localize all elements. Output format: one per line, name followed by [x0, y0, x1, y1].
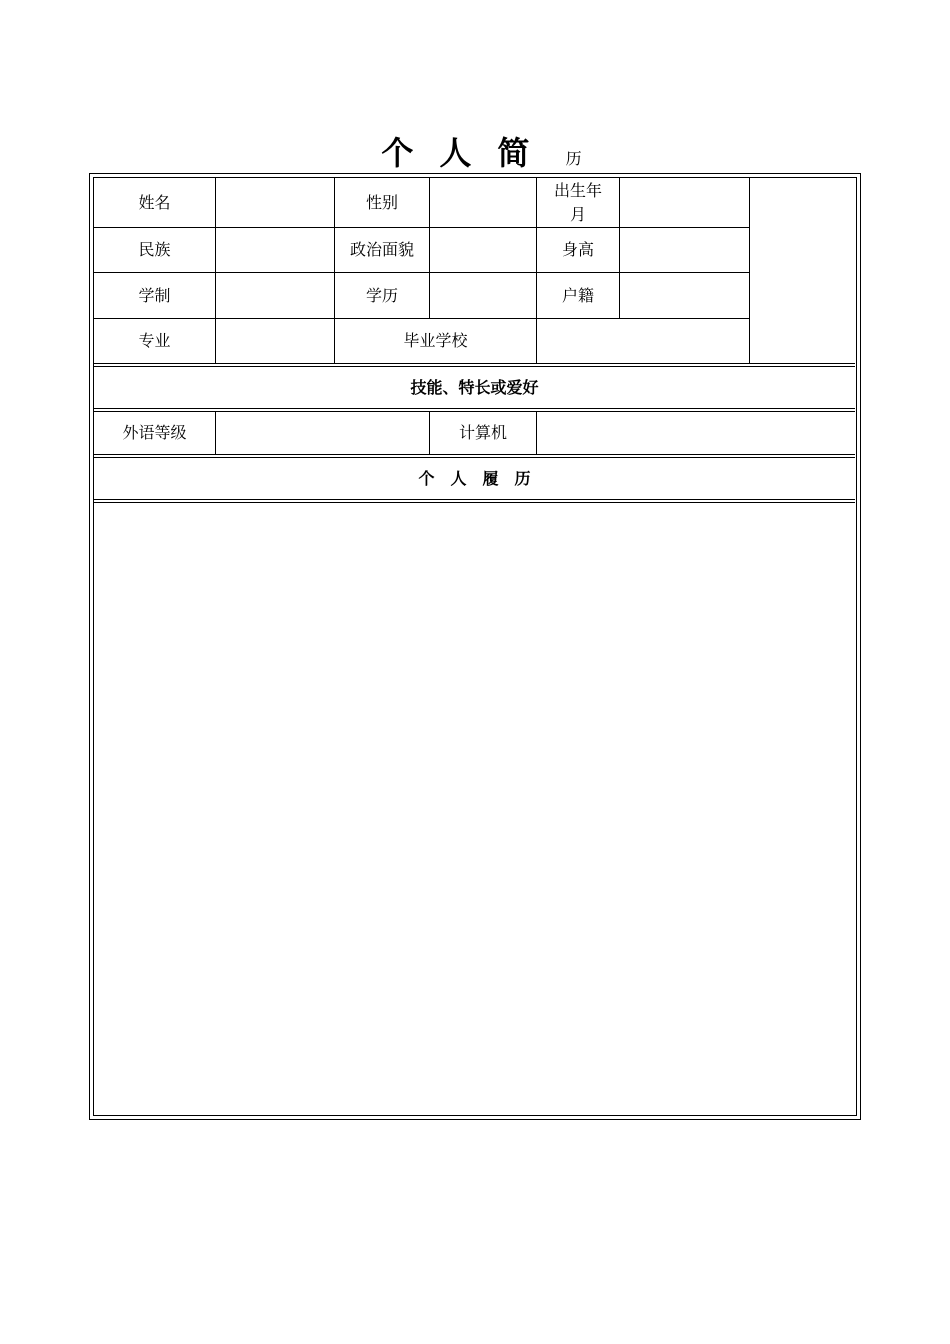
photo-area[interactable] — [750, 178, 855, 363]
birth-label: 出生年月 — [553, 180, 602, 224]
ethnicity-label: 民族 — [138, 240, 171, 259]
political-label: 政治面貌 — [349, 240, 414, 259]
skills-section-header: 技能、特长或爱好 — [410, 377, 539, 397]
major-label: 专业 — [138, 331, 171, 350]
schooling-label: 学制 — [138, 285, 171, 305]
schooling-field[interactable] — [216, 273, 334, 318]
height-label: 身高 — [561, 240, 594, 259]
row-divider-5a — [94, 408, 855, 409]
birth-label-wrap — [537, 178, 619, 227]
birth-field[interactable] — [620, 178, 749, 227]
education-label: 学历 — [365, 285, 398, 305]
major-field[interactable] — [216, 319, 334, 363]
language-level-field[interactable] — [216, 412, 429, 454]
hukou-field[interactable] — [620, 273, 749, 318]
ethnicity-field[interactable] — [216, 228, 334, 272]
title-char-2: 人 — [439, 134, 472, 172]
gender-field[interactable] — [430, 178, 536, 227]
page-title — [0, 128, 950, 174]
hukou-label: 户籍 — [561, 285, 594, 305]
language-level-label: 外语等级 — [122, 423, 187, 442]
name-field[interactable] — [216, 178, 334, 227]
computer-label: 计算机 — [458, 423, 507, 442]
school-field[interactable] — [537, 319, 749, 363]
title-trailing-char: 历 — [565, 149, 582, 168]
row-divider-7a — [94, 499, 855, 500]
title-char-1: 个 — [381, 134, 414, 172]
name-label: 姓名 — [138, 192, 171, 212]
row-divider-4a — [94, 363, 855, 364]
gender-label: 性别 — [365, 192, 398, 212]
education-field[interactable] — [430, 273, 536, 318]
computer-field[interactable] — [537, 412, 855, 454]
resume-history-field[interactable] — [94, 503, 855, 1114]
title-char-3: 简 — [497, 134, 530, 172]
school-label: 毕业学校 — [403, 331, 468, 350]
political-field[interactable] — [430, 228, 536, 272]
row-divider-6a — [94, 454, 855, 455]
height-field[interactable] — [620, 228, 749, 272]
resume-section-header: 个 人 履 历 — [418, 468, 531, 488]
